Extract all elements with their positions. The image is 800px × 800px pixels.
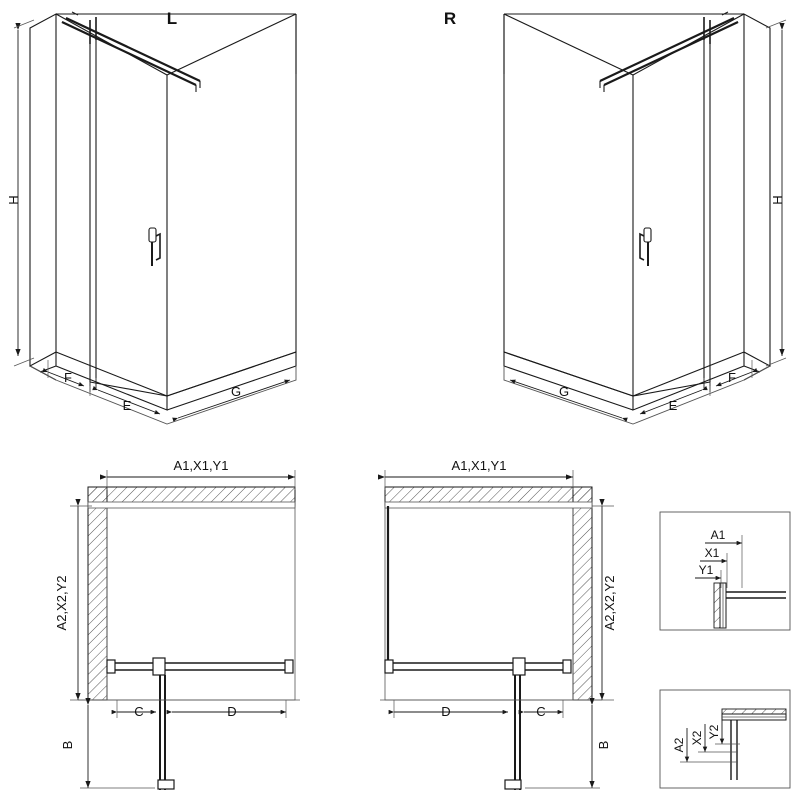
label-detail-A2: A2: [672, 737, 686, 753]
label-detail-A1: A1: [710, 528, 726, 542]
label-G-left: G: [230, 384, 242, 399]
label-detail-Y2: Y2: [707, 724, 721, 740]
label-F-left: F: [64, 370, 72, 385]
label-plan-left-side-dim: A2,X2,Y2: [54, 575, 69, 631]
label-F-right: F: [728, 370, 736, 385]
label-plan-left-C: C: [134, 704, 144, 719]
iso-view-left: [14, 12, 296, 424]
label-plan-right-B: B: [596, 740, 611, 750]
label-plan-right-side-dim: A2,X2,Y2: [602, 575, 617, 631]
label-height-right: H: [770, 195, 785, 205]
plan-view-left: [70, 470, 300, 790]
label-plan-left-B: B: [60, 740, 75, 750]
label-plan-left-D: D: [227, 704, 237, 719]
iso-view-right: [504, 12, 786, 424]
label-height-left: H: [6, 195, 21, 205]
label-detail-X2: X2: [690, 730, 704, 746]
label-detail-X1: X1: [704, 546, 720, 560]
label-plan-right-C: C: [536, 704, 546, 719]
label-plan-right-top-dim: A1,X1,Y1: [451, 458, 507, 473]
label-G-right: G: [558, 384, 570, 399]
label-variant-right: R: [443, 9, 457, 28]
label-E-right: E: [668, 398, 678, 413]
label-variant-left: L: [166, 9, 178, 28]
label-plan-left-top-dim: A1,X1,Y1: [173, 458, 229, 473]
label-E-left: E: [122, 398, 132, 413]
plan-view-right: [380, 470, 614, 790]
label-detail-Y1: Y1: [698, 563, 714, 577]
label-plan-right-D: D: [441, 704, 451, 719]
